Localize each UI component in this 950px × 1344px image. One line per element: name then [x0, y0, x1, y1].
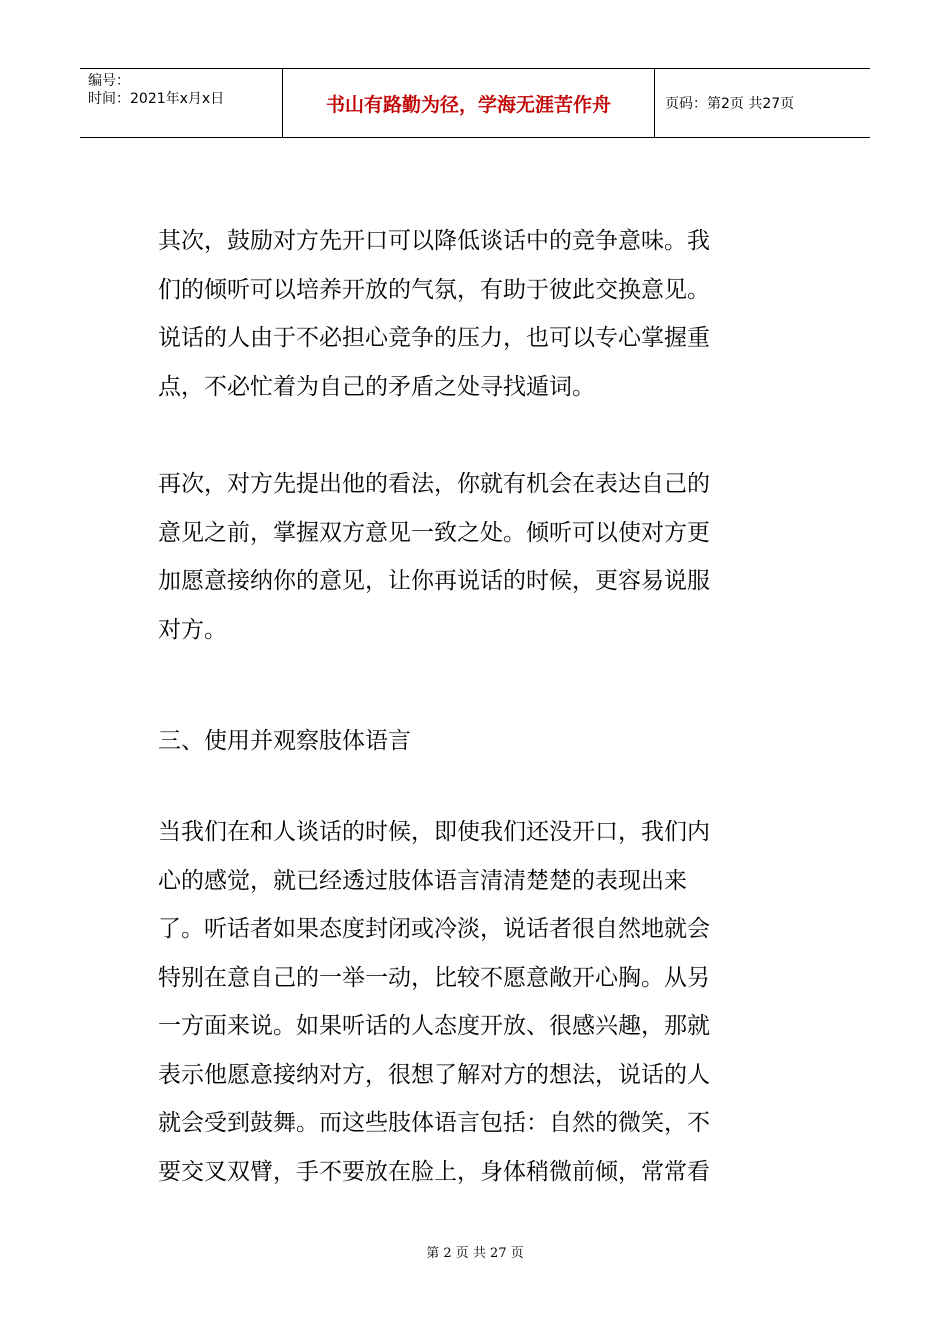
- paragraph-line: 当我们在和人谈话的时候，即使我们还没开口，我们内: [158, 819, 710, 845]
- paragraph-line: 对方。: [158, 616, 227, 643]
- section-heading: [158, 717, 778, 766]
- paragraph-line: 了。听话者如果态度封闭或冷淡，说话者很自然地就会: [158, 916, 710, 942]
- header-motto: 书山有路勤为径，学海无涯苦作舟: [325, 94, 611, 116]
- paragraph-line: 表示他愿意接纳对方，很想了解对方的想法，说话的人: [158, 1061, 710, 1088]
- header-page-info: 页码：第2页 共27页: [665, 96, 795, 112]
- paragraph-line: 们的倾听可以培养开放的气氛，有助于彼此交换意见。: [158, 276, 710, 303]
- page-footer: [0, 1245, 950, 1263]
- paragraph-line: 心的感觉，就已经透过肢体语言清清楚楚的表现出来: [158, 867, 687, 894]
- paragraph-line: 说话的人由于不必担心竞争的压力，也可以专心掌握重: [158, 325, 710, 351]
- header-meta-cell: [80, 69, 283, 137]
- header-page-cell: [655, 69, 870, 137]
- section-heading-text: 三、使用并观察肢体语言: [158, 728, 411, 754]
- header-motto-cell: [283, 69, 655, 137]
- footer-page-number: 第 2 页 共 27 页: [426, 1246, 524, 1261]
- body-paragraph: [158, 460, 778, 654]
- paragraph-line: 就会受到鼓舞。而这些肢体语言包括：自然的微笑，不: [158, 1110, 710, 1136]
- paragraph-line: 加愿意接纳你的意见，让你再说话的时候，更容易说服: [158, 568, 710, 594]
- paragraph-line: 特别在意自己的一举一动，比较不愿意敞开心胸。从另: [158, 964, 710, 991]
- paragraph-line: 点，不必忙着为自己的矛盾之处寻找遁词。: [158, 373, 595, 400]
- paragraph-line: 要交叉双臂，手不要放在脸上，身体稍微前倾，常常看: [158, 1158, 710, 1185]
- page-header: [80, 68, 870, 138]
- document-number-label: 编号：: [88, 73, 130, 89]
- paragraph-line: 其次，鼓励对方先开口可以降低谈话中的竞争意味。我: [158, 228, 710, 254]
- paragraph-line: 再次，对方先提出他的看法，你就有机会在表达自己的: [158, 471, 710, 497]
- paragraph-line: 一方面来说。如果听话的人态度开放、很感兴趣，那就: [158, 1013, 710, 1039]
- document-date-label: 时间：2021年x月x日: [88, 91, 225, 107]
- body-paragraph: [158, 217, 778, 411]
- body-paragraph: [158, 808, 778, 1196]
- paragraph-line: 意见之前，掌握双方意见一致之处。倾听可以使对方更: [158, 519, 710, 546]
